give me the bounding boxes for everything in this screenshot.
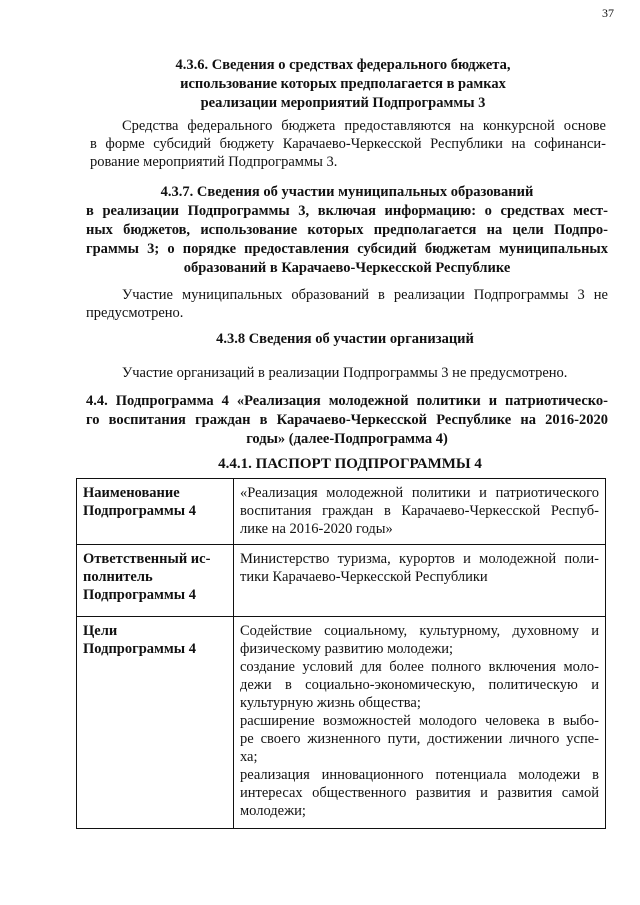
row-label	[77, 545, 234, 617]
label-line: Подпрограммы 4	[83, 503, 196, 519]
value-line: создание условий для более полного включения моло-	[240, 659, 599, 675]
value-line: реализация инновационного потенциала молодежи в	[240, 767, 599, 783]
label-line: Подпрограммы 4	[83, 641, 196, 657]
value-line: Министерство туризма, курортов и молодежной поли-	[240, 551, 599, 567]
heading-line: реализации мероприятий Подпрограммы 3	[200, 95, 486, 111]
body-line: Средства федерального бюджета предоставляются на конкурсной основе	[122, 118, 606, 134]
heading-line: 4.3.7. Сведения об участии муниципальных образований	[160, 184, 534, 200]
value-line: воспитания граждан в Карачаево-Черкесской Респуб-	[240, 503, 599, 519]
table-row	[77, 617, 606, 829]
value-line: Содействие социальному, культурному, духовному и	[240, 623, 599, 639]
value-line: ре своего жизненного пути, достижении личного успе-	[240, 731, 599, 747]
section-4-3-6-body	[90, 117, 606, 171]
label-line: Цели	[83, 623, 118, 639]
body-line: предусмотрено.	[86, 305, 184, 321]
heading-line: граммы 3; о порядке предоставления субсидий бюджетам муниципальных	[86, 241, 608, 257]
label-line: Подпрограммы 4	[83, 587, 196, 603]
row-value	[234, 479, 606, 545]
value-line: расширение возможностей молодого человека в выбо-	[240, 713, 599, 729]
value-line: ха;	[240, 749, 258, 765]
body-line: Участие муниципальных образований в реализации Подпрограммы 3 не	[122, 287, 608, 303]
value-line: «Реализация молодежной политики и патриотического	[240, 485, 599, 501]
value-line: физическому развитию молодежи;	[240, 641, 453, 657]
heading-line: годы» (далее-Подпрограмма 4)	[246, 431, 448, 447]
table-row	[77, 479, 606, 545]
passport-title: 4.4.1. ПАСПОРТ ПОДПРОГРАММЫ 4	[218, 456, 482, 472]
section-4-3-7-heading	[86, 183, 608, 278]
section-4-3-8-heading: 4.3.8 Сведения об участии организаций	[216, 331, 474, 347]
value-line: интересах общественного развития и развития самой	[240, 785, 599, 801]
body-line: в форме субсидий бюджету Карачаево-Черкесской Республики на софинанси-	[90, 136, 606, 152]
value-line: культурную жизнь общества;	[240, 695, 421, 711]
value-line: молодежи;	[240, 803, 306, 819]
value-line: дежи в социально-экономическую, политическую и	[240, 677, 599, 693]
label-line: Наименование	[83, 485, 180, 501]
value-line: лике на 2016-2020 годы»	[240, 521, 393, 537]
section-4-3-7-body	[86, 286, 608, 322]
row-value	[234, 545, 606, 617]
heading-line: в реализации Подпрограммы 3, включая информацию: о средствах мест-	[86, 203, 608, 219]
row-label	[77, 617, 234, 829]
row-value	[234, 617, 606, 829]
label-line: Ответственный ис-	[83, 551, 211, 567]
page-number: 37	[602, 6, 614, 20]
heading-line: использование которых предполагается в рамках	[180, 76, 506, 92]
section-4-3-8-body: Участие организаций в реализации Подпрограммы 3 не предусмотрено.	[122, 365, 568, 381]
label-line: полнитель	[83, 569, 153, 585]
heading-line: ных бюджетов, использование которых предполагается на цели Подпро-	[86, 222, 608, 238]
heading-line: образований в Карачаево-Черкесской Республике	[183, 260, 511, 276]
body-line: рование мероприятий Подпрограммы 3.	[90, 154, 338, 170]
row-label	[77, 479, 234, 545]
heading-line: го воспитания граждан в Карачаево-Черкесской Республике на 2016-2020	[86, 412, 608, 428]
passport-table	[76, 478, 606, 829]
value-line: тики Карачаево-Черкесской Республики	[240, 569, 488, 585]
section-4-3-6-heading	[120, 56, 566, 113]
heading-line: 4.4. Подпрограмма 4 «Реализация молодежной политики и патриотическо-	[86, 393, 608, 409]
heading-line: 4.3.6. Сведения о средствах федерального бюджета,	[175, 57, 511, 73]
table-row	[77, 545, 606, 617]
section-4-4-heading	[86, 392, 608, 449]
